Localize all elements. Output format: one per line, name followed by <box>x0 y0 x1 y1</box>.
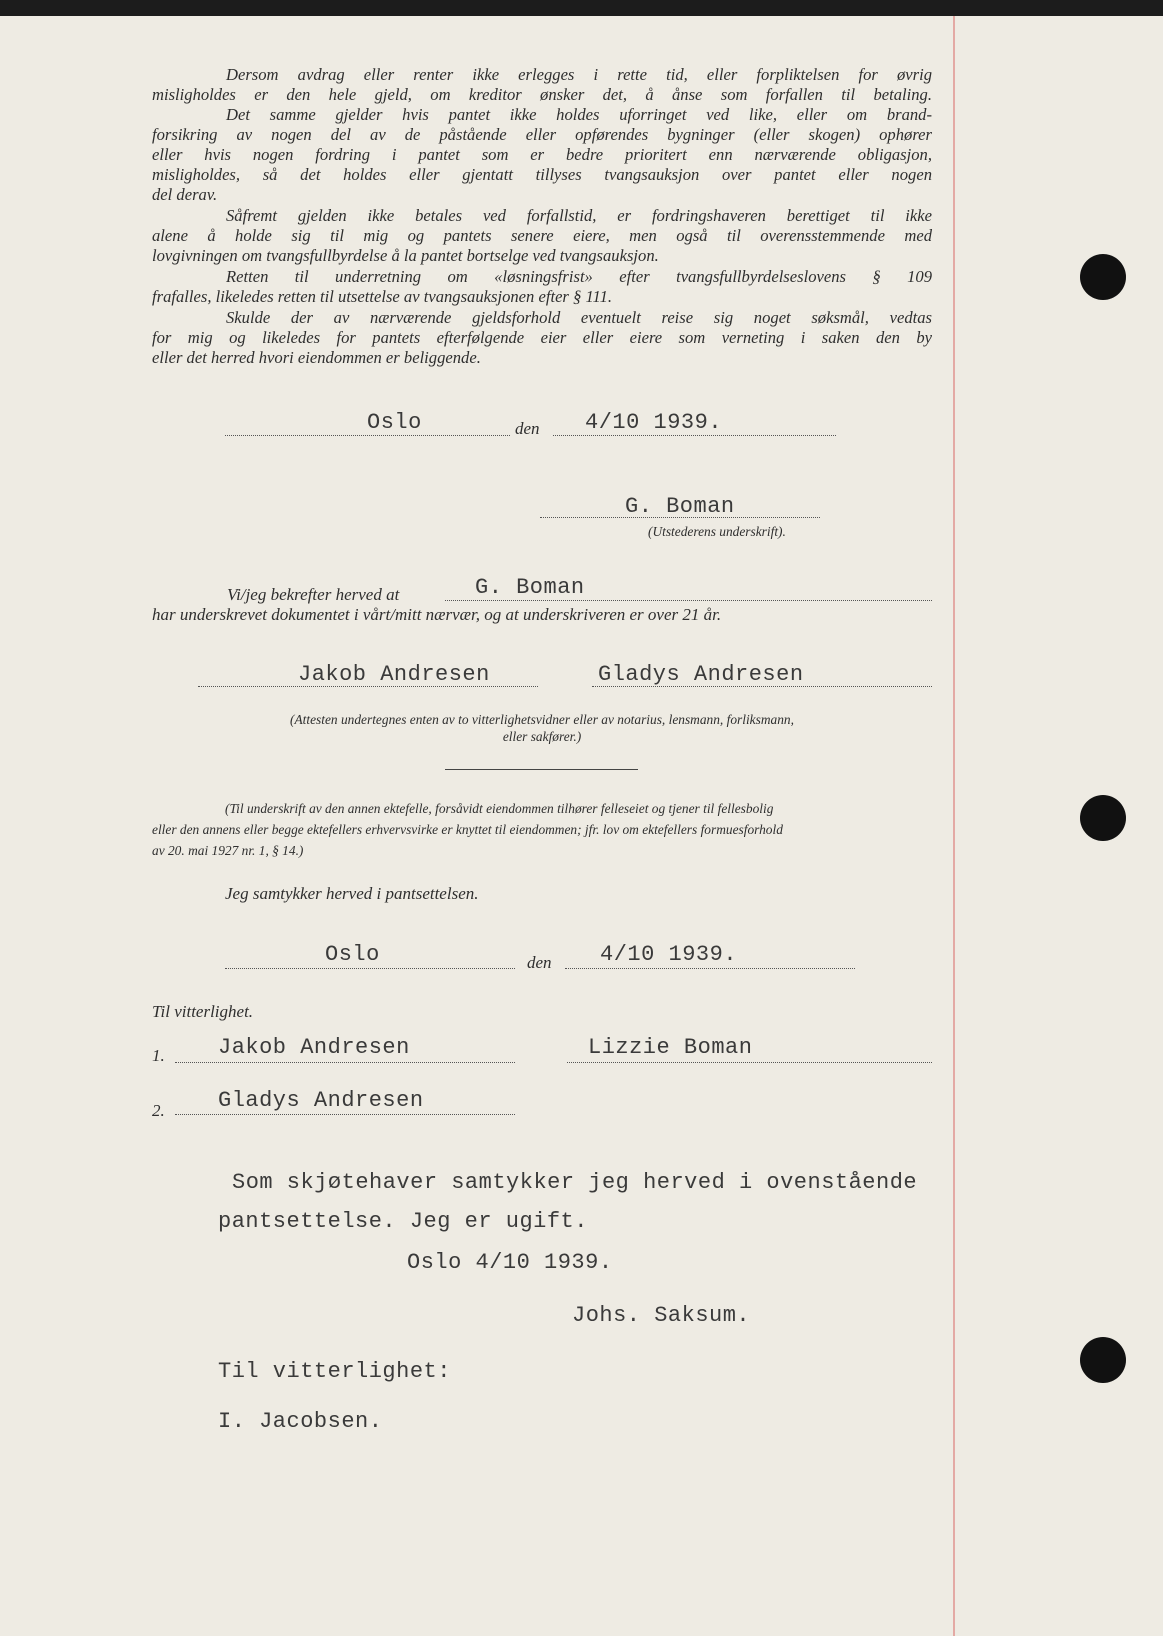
terms-paragraph-2: Det samme gjelder hvis pantet ikke holdes uforringet ved like, eller om brand- <box>226 105 932 124</box>
typed-signature: Johs. Saksum. <box>572 1303 751 1328</box>
signature-caption: (Utstederens underskrift). <box>648 524 786 539</box>
spouse-note-2: eller den annens eller begge ektefellers erhvervsvirke er knyttet til eiendommen; jfr. lov om ektefellers formuesforhold <box>152 822 783 837</box>
place-line <box>225 435 510 436</box>
terms-paragraph-1b: misligholdes er den hele gjeld, om kreditor ønsker det, å ånse som forfallen til betaling. <box>152 85 932 104</box>
confirmation-witness-2: Gladys Andresen <box>598 662 804 687</box>
margin-rule <box>953 16 955 1636</box>
attest-note-2: eller sakfører.) <box>502 729 582 744</box>
consent-text: Jeg samtykker herved i pantsettelsen. <box>225 884 479 903</box>
consent-signer: Lizzie Boman <box>588 1035 753 1060</box>
confirmation-prefix: Vi/jeg bekrefter herved at <box>227 585 400 604</box>
terms-paragraph-2c: eller hvis nogen fordring i pantet som er bedre prioritert enn nærværende obligasjon, <box>152 145 932 164</box>
typed-line-2: pantsettelse. Jeg er ugift. <box>218 1209 588 1234</box>
terms-paragraph-5c: eller det herred hvori eiendommen er beliggende. <box>152 348 481 367</box>
terms-paragraph-5: Skulde der av nærværende gjeldsforhold eventuelt reise sig noget søksmål, vedtas <box>226 308 932 327</box>
issue-date: 4/10 1939. <box>585 410 723 435</box>
punch-hole-icon <box>1080 1337 1126 1383</box>
terms-paragraph-3b: alene å holde sig til mig og pantets senere eiere, men også til overensstemmende med <box>152 226 932 245</box>
spouse-note-1: (Til underskrift av den annen ektefelle, forsåvidt eiendommen tilhører felleseiet og tjener til fellesbolig <box>225 801 774 816</box>
confirmation-name-line <box>445 600 932 601</box>
scan-top-edge <box>0 0 1163 16</box>
punch-hole-icon <box>1080 795 1126 841</box>
til-vitterlighet-label: Til vitterlighet. <box>152 1002 254 1021</box>
punch-hole-icon <box>1080 254 1126 300</box>
terms-paragraph-3: Såfremt gjelden ikke betales ved forfallstid, er fordringshaveren berettiget til ikke <box>226 206 932 225</box>
confirmation-name: G. Boman <box>475 575 585 600</box>
typed-til-vitterlighet: Til vitterlighet: <box>218 1359 451 1384</box>
consent-signer-line <box>567 1062 932 1063</box>
den-label: den <box>515 419 540 438</box>
typed-line-1: Som skjøtehaver samtykker jeg herved i ovenstående <box>232 1170 918 1195</box>
typed-line-3: Oslo 4/10 1939. <box>407 1250 613 1275</box>
date-line <box>553 435 836 436</box>
consent-place-line <box>225 968 515 969</box>
terms-paragraph-4b: frafalles, likeledes retten til utsettelse av tvangsauksjonen efter § 111. <box>152 287 613 306</box>
witness-number-2: 2. <box>152 1101 165 1120</box>
typed-witness: I. Jacobsen. <box>218 1409 383 1434</box>
terms-paragraph-4: Retten til underretning om «løsningsfrist» efter tvangsfullbyrdelseslovens § 109 <box>226 267 932 286</box>
consent-den-label: den <box>527 953 552 972</box>
consent-place: Oslo <box>325 942 380 967</box>
attest-note-1: (Attesten undertegnes enten av to vitterlighetsvidner eller av notarius, lensmann, forliksmann, <box>290 712 794 727</box>
issuer-signature: G. Boman <box>625 494 735 519</box>
confirmation-witness-1: Jakob Andresen <box>298 662 490 687</box>
terms-paragraph-2b: forsikring av nogen del av de påstående eller opførendes bygninger (eller skogen) ophører <box>152 125 932 144</box>
confirmation-statement: har underskrevet dokumentet i vårt/mitt nærvær, og at underskriveren er over 21 år. <box>152 605 722 624</box>
issue-place: Oslo <box>367 410 422 435</box>
spouse-note-3: av 20. mai 1927 nr. 1, § 14.) <box>152 843 304 858</box>
consent-witness1-line <box>175 1062 515 1063</box>
terms-paragraph-2d: misligholdes, så det holdes eller gjentatt tillyses tvangsauksjon over pantet eller nogen <box>152 165 932 184</box>
consent-witness2-line <box>175 1114 515 1115</box>
consent-date-line <box>565 968 855 969</box>
terms-paragraph-2e: del derav. <box>152 185 218 204</box>
terms-paragraph-5b: for mig og likeledes for pantets efterfølgende eier eller eiere som verneting i saken den by <box>152 328 932 347</box>
terms-paragraph-1: Dersom avdrag eller renter ikke erlegges i rette tid, eller forpliktelsen for øvrig <box>226 65 932 84</box>
section-divider <box>445 769 638 770</box>
witness-number-1: 1. <box>152 1046 165 1065</box>
consent-witness-2: Gladys Andresen <box>218 1088 424 1113</box>
consent-witness-1: Jakob Andresen <box>218 1035 410 1060</box>
terms-paragraph-3c: lovgivningen om tvangsfullbyrdelse å la pantet bortselge ved tvangsauksjon. <box>152 246 659 265</box>
consent-date: 4/10 1939. <box>600 942 738 967</box>
